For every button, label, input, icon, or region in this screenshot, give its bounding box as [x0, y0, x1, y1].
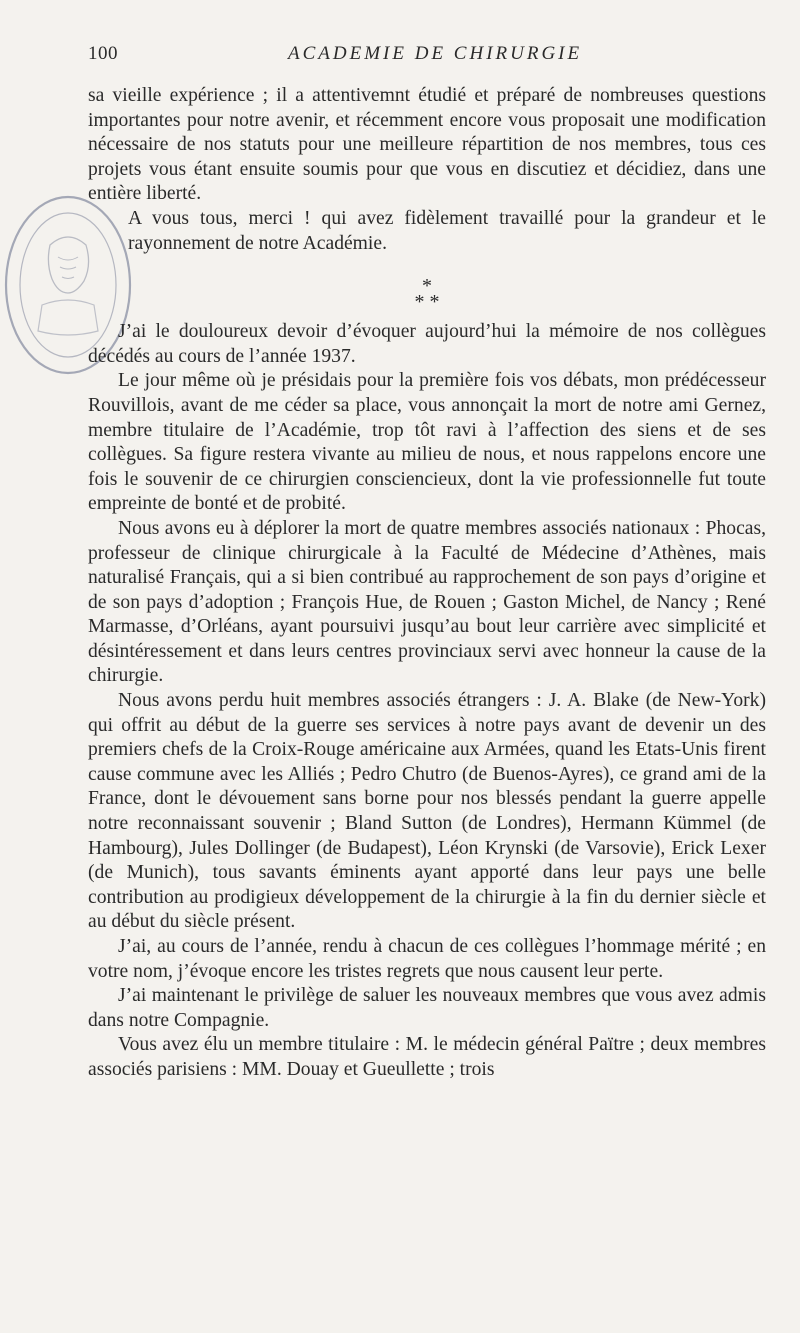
paragraph: Vous avez élu un membre titulaire : M. le médecin général Païtre ; deux membres associés parisiens : MM. Douay et Gueullette ; trois	[88, 1034, 766, 1080]
asterisk: *	[422, 275, 432, 298]
paragraph: A vous tous, merci ! qui avez fidèlement travaillé pour la grandeur et le rayonnement de notre Académie.	[128, 207, 766, 254]
page-header	[88, 43, 768, 71]
paragraph: J’ai, au cours de l’année, rendu à chacun de ces collègues l’hommage mérité ; en votre nom, j’évoque encore les tristes regrets que nous causent leur perte.	[88, 936, 766, 982]
page-body	[88, 84, 766, 1083]
paragraph: Nous avons perdu huit membres associés étrangers : J. A. Blake (de New-York) qui offrit au début de la guerre ses services à notre pays avant de devenir un des premiers chefs de la Croix-Rouge américaine aux Armées, quand les Etats-Unis firent cause commune avec les Alliés ; Pedro Chutro (de Buenos-Ayres), ce grand ami de la France, dont le dévouement sans borne pour nos blessés pendant la guerre appelle notre reconnaissant souvenir ; Bland Sutton (de Londres), Hermann Kümmel (de Hambourg), Jules Dollinger (de Budapest), Léon Krynski (de Varsovie), Erick Lexer (de Munich), tous savants éminents ayant apporté dans leur pays une belle contribution au prodigieux développement de la chirurgie à la fin du dernier siècle et au début du siècle présent.	[88, 690, 766, 933]
page-number: 100	[88, 43, 118, 64]
running-title: ACADEMIE DE CHIRURGIE	[288, 43, 583, 64]
section-separator	[88, 275, 766, 314]
asterisk-pair: * *	[414, 291, 440, 314]
paragraph: J’ai le douloureux devoir d’évoquer aujourd’hui la mémoire de nos collègues décédés au cours de l’année 1937.	[88, 321, 766, 367]
paragraph: Le jour même où je présidais pour la première fois vos débats, mon prédécesseur Rouvillois, avant de me céder sa place, vous annonçait la mort de notre ami Gernez, membre titulaire de l’Académie, trop tôt ravi à l’affection des siens et de ses collègues. Sa figure restera vivante au milieu de nous, et nous rappelons encore une fois le souvenir de ce chirurgien consciencieux, dont la vie professionnelle fut toute empreinte de bonté et de probité.	[88, 370, 766, 515]
paragraph: J’ai maintenant le privilège de saluer les nouveaux membres que vous avez admis dans notre Compagnie.	[88, 985, 766, 1031]
paragraph: Nous avons eu à déplorer la mort de quatre membres associés nationaux : Phocas, professeur de clinique chirurgicale à la Faculté de Médecine d’Athènes, mais naturalisé Français, qui a si bien contribué au rapprochement de son pays d’origine et de son pays d’adoption ; François Hue, de Rouen ; Gaston Michel, de Nancy ; René Marmasse, d’Orléans, ayant poursuivi jusqu’au bout leur carrière avec simplicité et désintéressement et dans leurs centres provinciaux servi avec honneur la cause de la chirurgie.	[88, 517, 766, 687]
paragraph: sa vieille expérience ; il a attentivemnt étudié et préparé de nombreuses questions importantes pour notre avenir, et récemment encore vous proposait une modification nécessaire de nos statuts pour une meilleure répartition de nos membres, tous ces projets vous étant ensuite soumis pour que vous en discutiez et décidiez, dans une entière liberté.	[88, 85, 766, 205]
